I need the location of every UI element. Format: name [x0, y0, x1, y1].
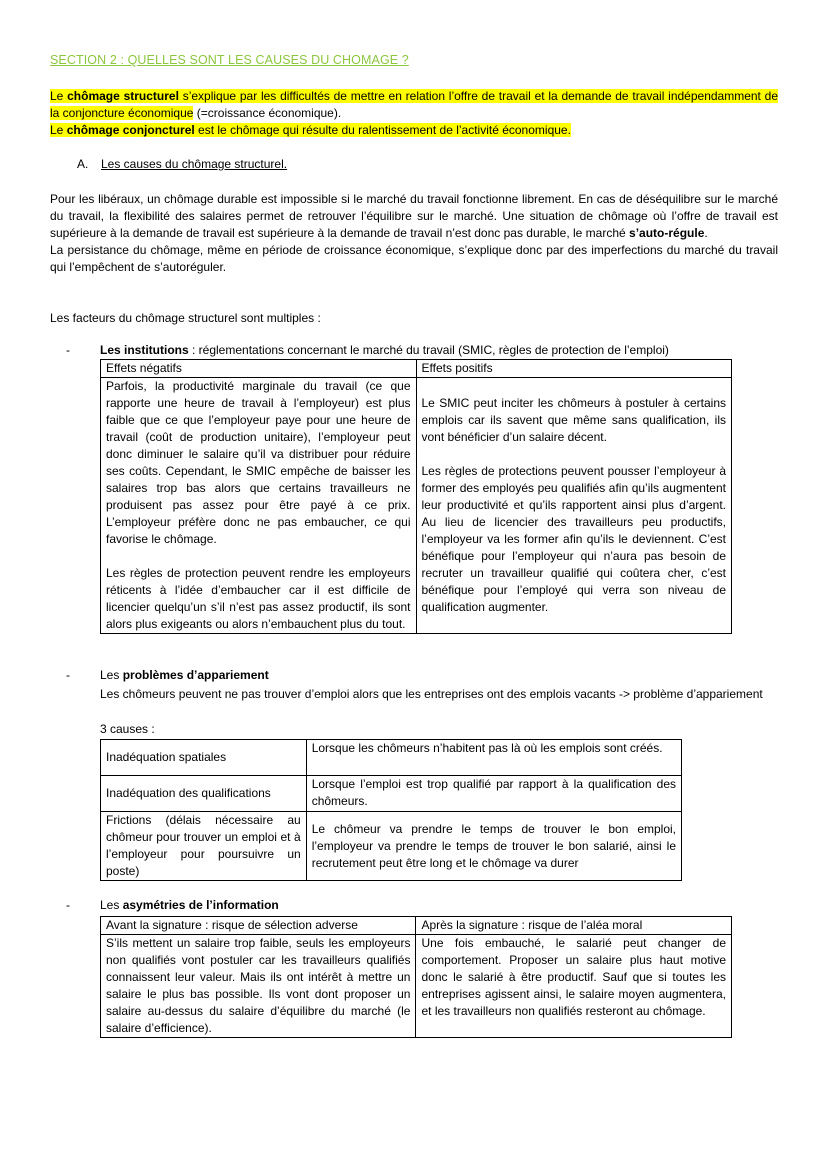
facteurs-intro: Les facteurs du chômage structurel sont multiples :	[50, 311, 321, 325]
selection-adverse-cell: S’ils mettent un salaire trop faible, seuls les employeurs non qualifiés vont postuler car les travailleurs qualifiés connaissent leur valeur. Mais ils ont intérêt à mettre un salaire le plus bas possible. Ils vont dont proposer un salaire au-dessus du salaire d’équilibre du marché (le salaire d’efficience).	[101, 935, 416, 1038]
cause-cell: Inadéquation spatiales	[101, 740, 307, 776]
bullet-dash: -	[66, 668, 70, 682]
explication-cell: Le chômeur va prendre le temps de trouver le bon emploi, l’employeur va prendre le temps de trouver le bon salarié, ainsi le recrutement peut être long et le chômage va durer	[306, 812, 681, 881]
institutions-heading: Les institutions : réglementations concernant le marché du travail (SMIC, règles de protection de l’emploi)	[100, 343, 669, 357]
appariement-table	[100, 739, 682, 881]
bullet-dash: -	[66, 343, 70, 357]
col-header-positifs: Effets positifs	[416, 360, 732, 378]
col-header-apres: Après la signature : risque de l’aléa moral	[416, 917, 732, 935]
causes-label: 3 causes :	[100, 722, 155, 736]
term-chomage-conjoncturel: chômage conjoncturel	[66, 123, 195, 137]
asymetries-heading: Les asymétries de l’information	[100, 898, 279, 912]
explication-cell: Lorsque l’emploi est trop qualifié par rapport à la qualification des chômeurs.	[306, 776, 681, 812]
effets-negatifs-cell: Parfois, la productivité marginale du travail (ce que rapporte une heure de travail à l’employeur) est plus faible que ce que l’employeur paye pour une heure de travail (coût de production unitaire), l’employeur peut donc diminuer le salaire qu’il va distribuer pour réduire ses coûts. Cependant, le SMIC empêche de baisser les salaires trop bas alors que certains travailleurs ne produisent pas assez pour être payé à ce prix. L’employeur préfère donc ne pas embaucher, ce qui favorise le chômage. Les règles de protection peuvent rendre les employeurs réticents à l’idée d’embaucher car il est difficile de licencier quelqu’un s’il n’est pas assez productif, ils sont alors plus exigeants ou alors n’embauchent plus du tout.	[101, 378, 417, 634]
asymetries-table	[100, 916, 732, 1038]
table-row	[101, 776, 682, 812]
table-row	[101, 812, 682, 881]
table-row	[101, 740, 682, 776]
appariement-heading: Les problèmes d’appariement	[100, 668, 269, 682]
alea-moral-cell: Une fois embauché, le salarié peut changer de comportement. Proposer un salaire plus haut motive donc le salarié à être productif. Sauf que si toutes les entreprises agissent ainsi, le salaire moyen augmentera, et les travailleurs non qualifiés resteront au chômage.	[416, 935, 732, 1038]
cause-cell: Frictions (délais nécessaire au chômeur pour trouver un emploi et à l’employeur pour poursuivre un poste)	[101, 812, 307, 881]
col-header-avant: Avant la signature : risque de sélection adverse	[101, 917, 416, 935]
col-header-negatifs: Effets négatifs	[101, 360, 417, 378]
subsection-heading: A. Les causes du chômage structurel.	[77, 157, 288, 171]
effets-positifs-cell: Le SMIC peut inciter les chômeurs à postuler à certains emplois car ils savent que même sans qualification, ils vont bénéficier d’un salaire décent. Les règles de protections peuvent pousser l’employeur à former des employés peu qualifiés afin qu’ils augmentent leur productivité et qu’ils rapportent ainsi plus d’argent. Au lieu de licencier des travailleurs peu productifs, l’employeur va les former afin qu’ils le deviennent. C’est bénéfique pour l’employeur qui n’aura pas besoin de recruter un travailleur qualifié qui coûtera cher, c’est bénéfique pour l’employé qui verra son niveau de qualification augmenter.	[416, 378, 732, 634]
intro-paragraph: Le chômage structurel s’explique par les difficultés de mettre en relation l’offre de travail et la demande de travail indépendamment de la conjoncture économique (=croissance économique). Le chômage conjoncturel est le chômage qui résulte du ralentissement de l’activité économique.	[50, 89, 779, 137]
liberaux-paragraph: Pour les libéraux, un chômage durable est impossible si le marché du travail fonctionne librement. En cas de déséquilibre sur le marché du travail, la flexibilité des salaires permet de retrouver l’équilibre sur le marché. Une situation de chômage où l’offre de travail est supérieure à la demande de travail est supérieure à la demande de travail n’est donc pas durable, le marché s’auto-régule. La persistance du chômage, même en période de croissance économique, s’explique donc par des imperfections du marché du travail qui l’empêchent de s’autoréguler.	[50, 192, 778, 274]
cause-cell: Inadéquation des qualifications	[101, 776, 307, 812]
term-chomage-structurel: chômage structurel	[67, 89, 179, 103]
explication-cell: Lorsque les chômeurs n’habitent pas là où les emplois sont créés.	[306, 740, 681, 776]
appariement-desc: Les chômeurs peuvent ne pas trouver d’emploi alors que les entreprises ont des emplois vacants -> problème d’appariement	[100, 687, 763, 701]
bullet-dash: -	[66, 898, 70, 912]
section-title: SECTION 2 : QUELLES SONT LES CAUSES DU CHOMAGE ?	[50, 53, 409, 67]
institutions-table	[100, 359, 732, 634]
